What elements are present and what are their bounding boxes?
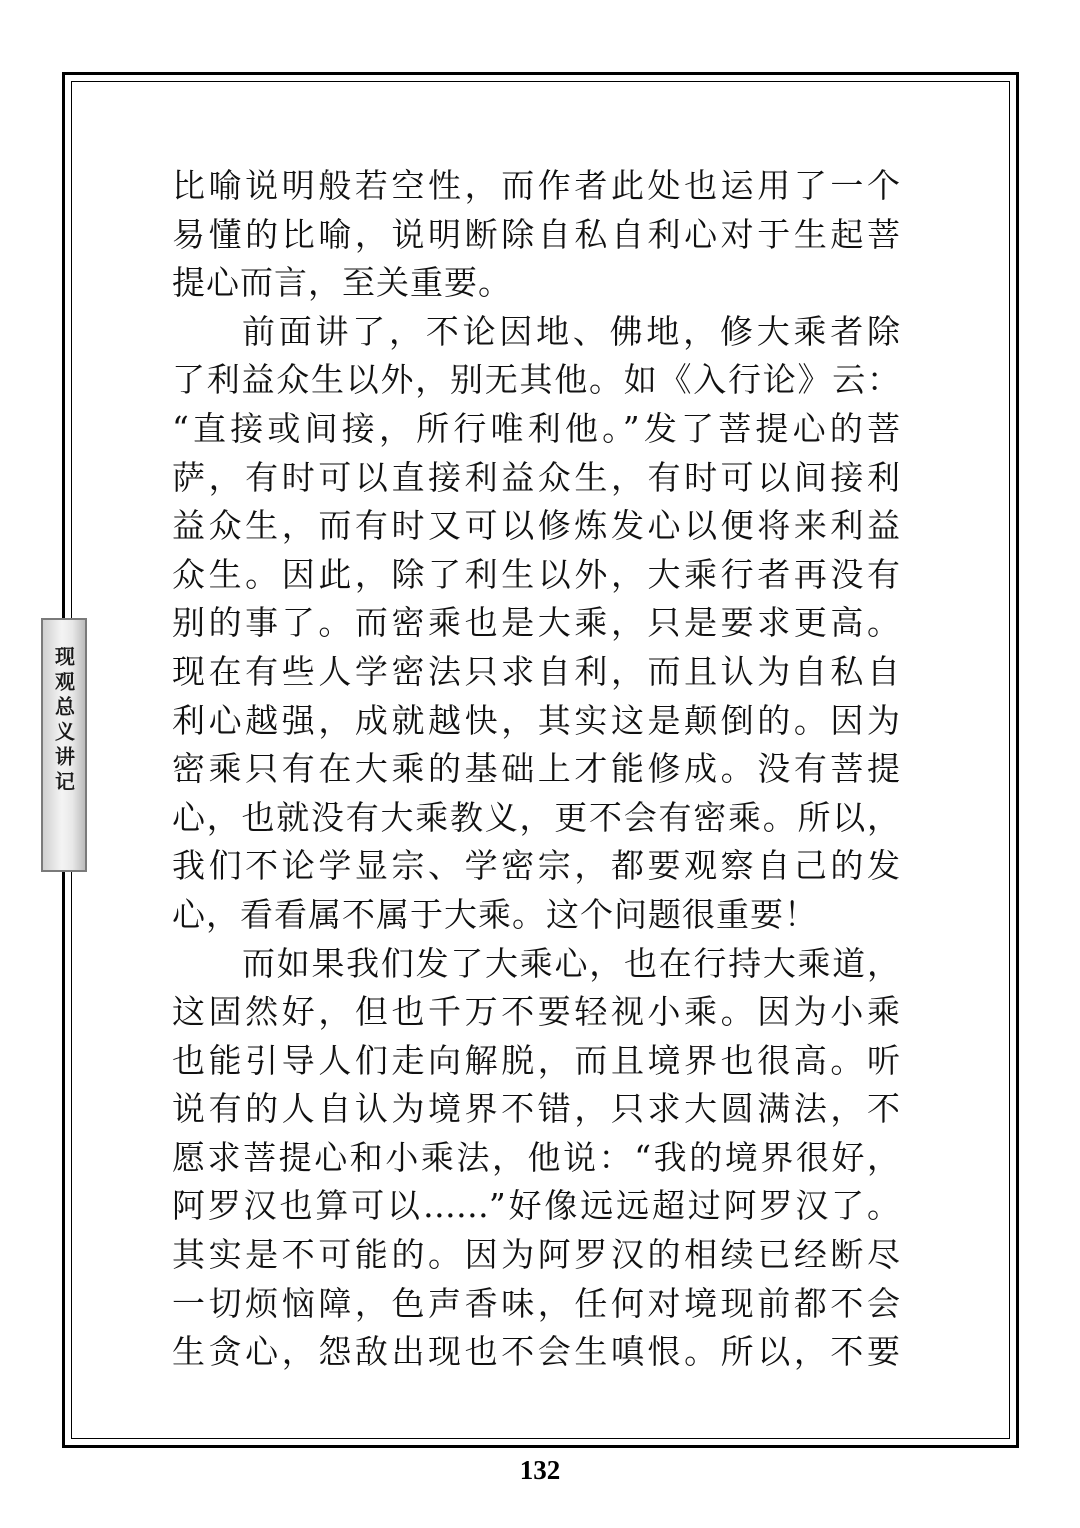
text-line: 比喻说明般若空性，而作者此处也运用了一个 bbox=[172, 166, 900, 205]
text-line: 利心越强，成就越快，其实这是颠倒的。因为 bbox=[172, 700, 900, 740]
text-line: 其实是不可能的。因为阿罗汉的相续已经断尽 bbox=[172, 1235, 900, 1275]
body-text bbox=[172, 162, 900, 1377]
text-line: 生贪心，怨敌出现也不会生嗔恨。所以，不要 bbox=[172, 1332, 900, 1372]
text-line: 也能引导人们走向解脱，而且境界也很高。听 bbox=[172, 1040, 900, 1080]
page-number: 132 bbox=[519, 1455, 561, 1485]
text-line: 易懂的比喻，说明断除自私自利心对于生起菩 bbox=[172, 214, 900, 254]
text-line: 益众生，而有时又可以修炼发心以便将来利益 bbox=[172, 506, 900, 546]
text-line: 心，也就没有大乘教义，更不会有密乘。所以， bbox=[172, 797, 900, 837]
text-line: 愿求菩提心和小乘法，他说：“我的境界很好， bbox=[172, 1137, 900, 1177]
side-tab bbox=[41, 618, 87, 872]
text-line: 心，看看属不属于大乘。这个问题很重要！ bbox=[172, 894, 818, 934]
text-line: 前面讲了，不论因地、佛地，修大乘者除 bbox=[242, 311, 900, 351]
side-tab-title: 现观总义讲记 bbox=[51, 646, 76, 796]
text-line: 了利益众生以外，别无其他。如《入行论》云： bbox=[172, 360, 900, 400]
text-line: 提心而言，至关重要。 bbox=[172, 263, 512, 303]
text-line: “直接或间接，所行唯利他。”发了菩提心的菩 bbox=[172, 408, 900, 448]
text-line: 现在有些人学密法只求自利，而且认为自私自 bbox=[172, 651, 900, 691]
text-line: 众生。因此，除了利生以外，大乘行者再没有 bbox=[172, 554, 900, 594]
text-line: 而如果我们发了大乘心，也在行持大乘道， bbox=[242, 943, 900, 983]
text-line: 一切烦恼障，色声香味，任何对境现前都不会 bbox=[172, 1283, 900, 1323]
text-line: 别的事了。而密乘也是大乘，只是要求更高。 bbox=[172, 603, 900, 643]
text-line: 阿罗汉也算可以……”好像远远超过阿罗汉了。 bbox=[172, 1186, 900, 1226]
text-line: 密乘只有在大乘的基础上才能修成。没有菩提 bbox=[172, 749, 900, 789]
text-line: 我们不论学显宗、学密宗，都要观察自己的发 bbox=[172, 846, 900, 886]
text-line: 萨，有时可以直接利益众生，有时可以间接利 bbox=[172, 457, 900, 497]
text-line: 这固然好，但也千万不要轻视小乘。因为小乘 bbox=[172, 992, 900, 1032]
text-line: 说有的人自认为境界不错，只求大圆满法，不 bbox=[172, 1089, 900, 1129]
